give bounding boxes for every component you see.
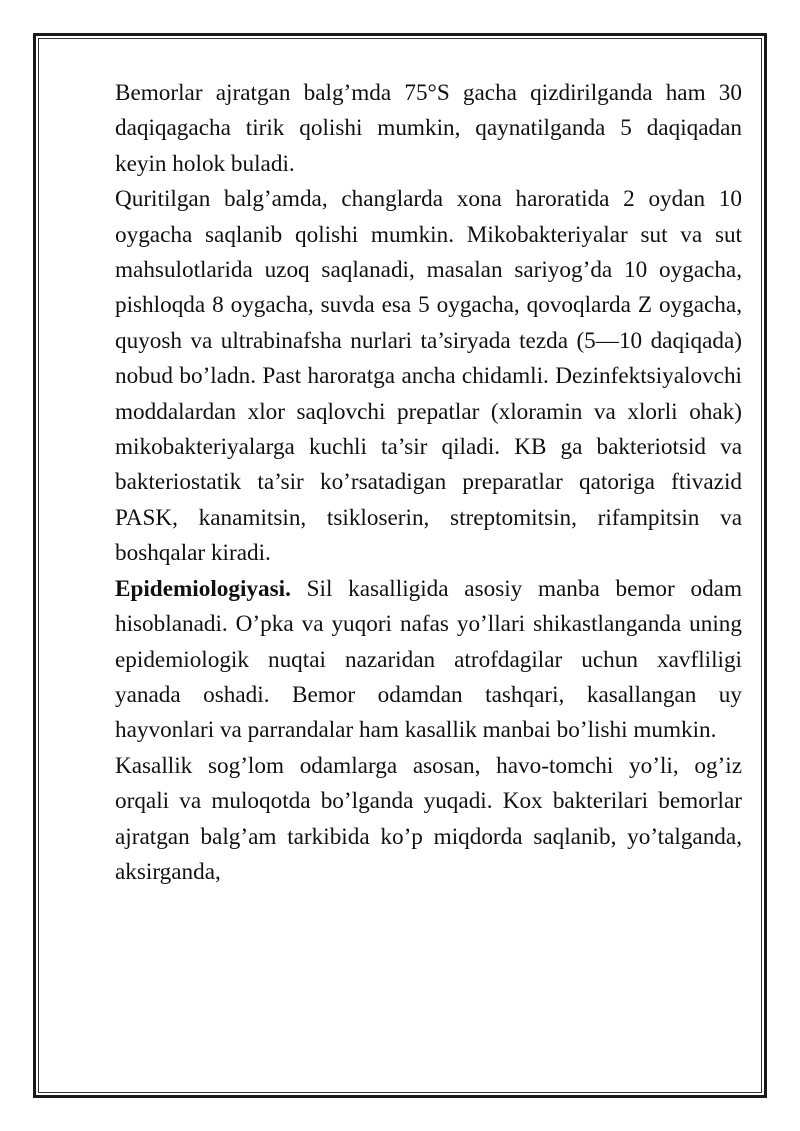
paragraph-epidemiology — [115, 572, 742, 749]
paragraph-transmission: Kasallik sog’lom odamlarga asosan, havo-tomchi yo’li, og’iz orqali va muloqotda bo’lganda yuqadi. Kox bakterilari bemorlar ajratgan balg’am tarkibida ko’p miqdorda saqlanib, yo’talganda, aksirganda, — [115, 752, 742, 885]
document-body — [115, 76, 742, 890]
section-heading-epidemiology: Epidemiologiyasi. — [115, 575, 291, 602]
paragraph-epidemiology-text: Sil kasalligida asosiy manba bemor odam hisoblanadi. O’pka va yuqori nafas yo’llari shikastlanganda uning epidemiologik nuqtai nazaridan atrofdagilar uchun xavfliligi yanada oshadi. Bemor odamdan tashqari, kasallangan uy hayvonlari va parrandalar ham kasallik manbai bo’lishi mumkin. — [115, 575, 742, 744]
paragraph-survival-in-sputum: Bemorlar ajratgan balg’mda 75°S gacha qizdirilganda ham 30 daqiqagacha tirik qolishi mumkin, qaynatilganda 5 daqiqadan keyin holok buladi. — [115, 80, 742, 177]
paragraph-survival-conditions: Quritilgan balg’amda, changlarda xona haroratida 2 oydan 10 oygacha saqlanib qolishi mumkin. Mikobakteriyalar sut va sut mahsulotlarida uzoq saqlanadi, masalan sariyog’da 10 oygacha, pishloqda 8 oygacha, suvda esa 5 oygacha, qovoqlarda Z oygacha, quyosh va ultrabinafsha nurlari ta’siryada tezda (5—10 daqiqada) nobud bo’ladn. Past haroratga ancha chidamli. Dezinfektsiyalovchi moddalardan xlor saqlovchi prepatlar (xloramin va xlorli ohak) mikobakteriyalarga kuchli ta’sir qiladi. KB ga bakteriotsid va bakteriostatik ta’sir ko’rsatadigan preparatlar qatoriga ftivazid PASK, kanamitsin, tsikloserin, streptomitsin, rifampitsin va boshqalar kiradi. — [115, 186, 742, 567]
